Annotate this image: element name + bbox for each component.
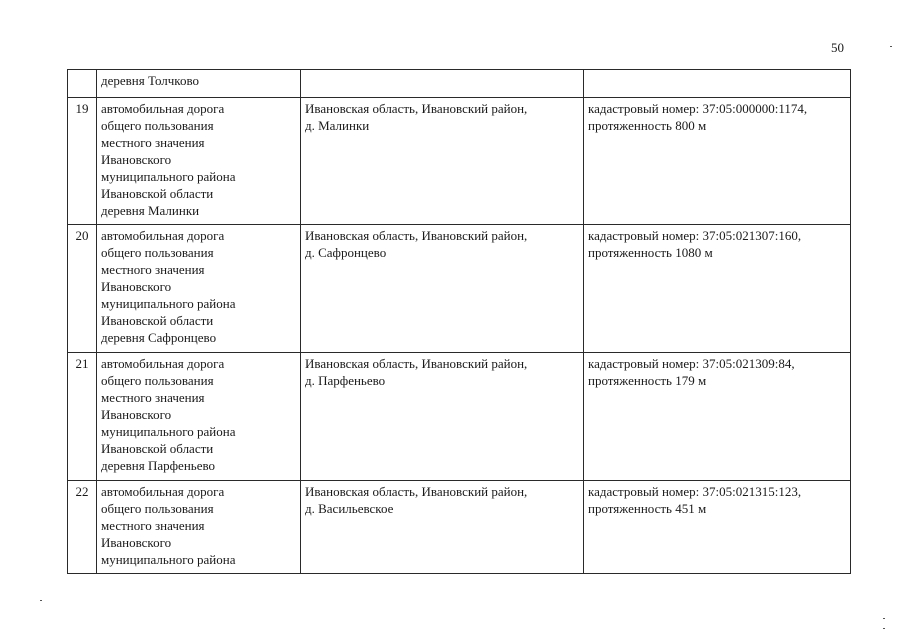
details-cell: [584, 353, 851, 481]
location-cell: [301, 353, 584, 481]
road-name-line: муниципального района: [101, 424, 236, 439]
road-name-line: местного значения: [101, 262, 205, 277]
scan-speck: [883, 618, 885, 619]
scan-speck: [40, 600, 42, 601]
road-name-line: местного значения: [101, 135, 205, 150]
details-cell: [584, 98, 851, 225]
table-row: [68, 98, 851, 225]
row-number: 22: [68, 481, 97, 574]
road-name-line: деревня Малинки: [101, 203, 200, 218]
road-name-line: автомобильная дорога: [101, 101, 225, 116]
row-number: 19: [68, 98, 97, 225]
location-cell: [301, 225, 584, 353]
road-name-cell: [97, 225, 301, 353]
road-name-line: общего пользования: [101, 118, 214, 133]
road-name-line: автомобильная дорога: [101, 484, 225, 499]
page-number: 50: [831, 40, 844, 55]
row-number: 20: [68, 225, 97, 353]
scan-speck: [890, 46, 892, 47]
road-name-line: деревня Сафронцево: [101, 330, 217, 345]
location-line: д. Малинки: [305, 118, 370, 133]
road-name-line: Ивановского: [101, 535, 172, 550]
details-line: кадастровый номер: 37:05:021315:123,: [588, 484, 802, 499]
road-name-line: деревня Толчково: [101, 73, 200, 88]
details-line: кадастровый номер: 37:05:021309:84,: [588, 356, 795, 371]
details-cell: [584, 225, 851, 353]
details-line: кадастровый номер: 37:05:021307:160,: [588, 228, 802, 243]
details-cell: [584, 70, 851, 98]
table-row: [68, 353, 851, 481]
details-line: протяженность 451 м: [588, 501, 707, 516]
location-line: д. Васильевское: [305, 501, 394, 516]
road-name-line: общего пользования: [101, 373, 214, 388]
road-name-line: муниципального района: [101, 296, 236, 311]
road-name-line: деревня Парфеньево: [101, 458, 216, 473]
location-line: д. Парфеньево: [305, 373, 386, 388]
road-name-line: Ивановской области: [101, 186, 214, 201]
road-name-line: муниципального района: [101, 552, 236, 567]
scan-speck: [883, 628, 885, 629]
table-row: [68, 225, 851, 353]
table-row: [68, 481, 851, 574]
row-number: 21: [68, 353, 97, 481]
location-line: д. Сафронцево: [305, 245, 387, 260]
details-line: протяженность 800 м: [588, 118, 707, 133]
road-name-cell: [97, 481, 301, 574]
road-name-cell: [97, 70, 301, 98]
road-name-line: общего пользования: [101, 501, 214, 516]
road-name-line: Ивановского: [101, 152, 172, 167]
location-line: Ивановская область, Ивановский район,: [305, 356, 528, 371]
location-cell: [301, 70, 584, 98]
location-cell: [301, 481, 584, 574]
road-name-line: Ивановской области: [101, 441, 214, 456]
road-name-line: Ивановского: [101, 407, 172, 422]
road-name-line: автомобильная дорога: [101, 356, 225, 371]
table-row: [68, 70, 851, 98]
road-name-line: местного значения: [101, 518, 205, 533]
road-name-line: муниципального района: [101, 169, 236, 184]
details-cell: [584, 481, 851, 574]
road-name-cell: [97, 353, 301, 481]
location-cell: [301, 98, 584, 225]
road-name-line: автомобильная дорога: [101, 228, 225, 243]
row-number: [68, 70, 97, 98]
road-name-line: Ивановского: [101, 279, 172, 294]
location-line: Ивановская область, Ивановский район,: [305, 101, 528, 116]
details-line: протяженность 179 м: [588, 373, 707, 388]
road-name-cell: [97, 98, 301, 225]
location-line: Ивановская область, Ивановский район,: [305, 484, 528, 499]
road-name-line: Ивановской области: [101, 313, 214, 328]
details-line: протяженность 1080 м: [588, 245, 713, 260]
road-registry-table: [67, 69, 851, 574]
location-line: Ивановская область, Ивановский район,: [305, 228, 528, 243]
details-line: кадастровый номер: 37:05:000000:1174,: [588, 101, 808, 116]
road-name-line: общего пользования: [101, 245, 214, 260]
road-name-line: местного значения: [101, 390, 205, 405]
